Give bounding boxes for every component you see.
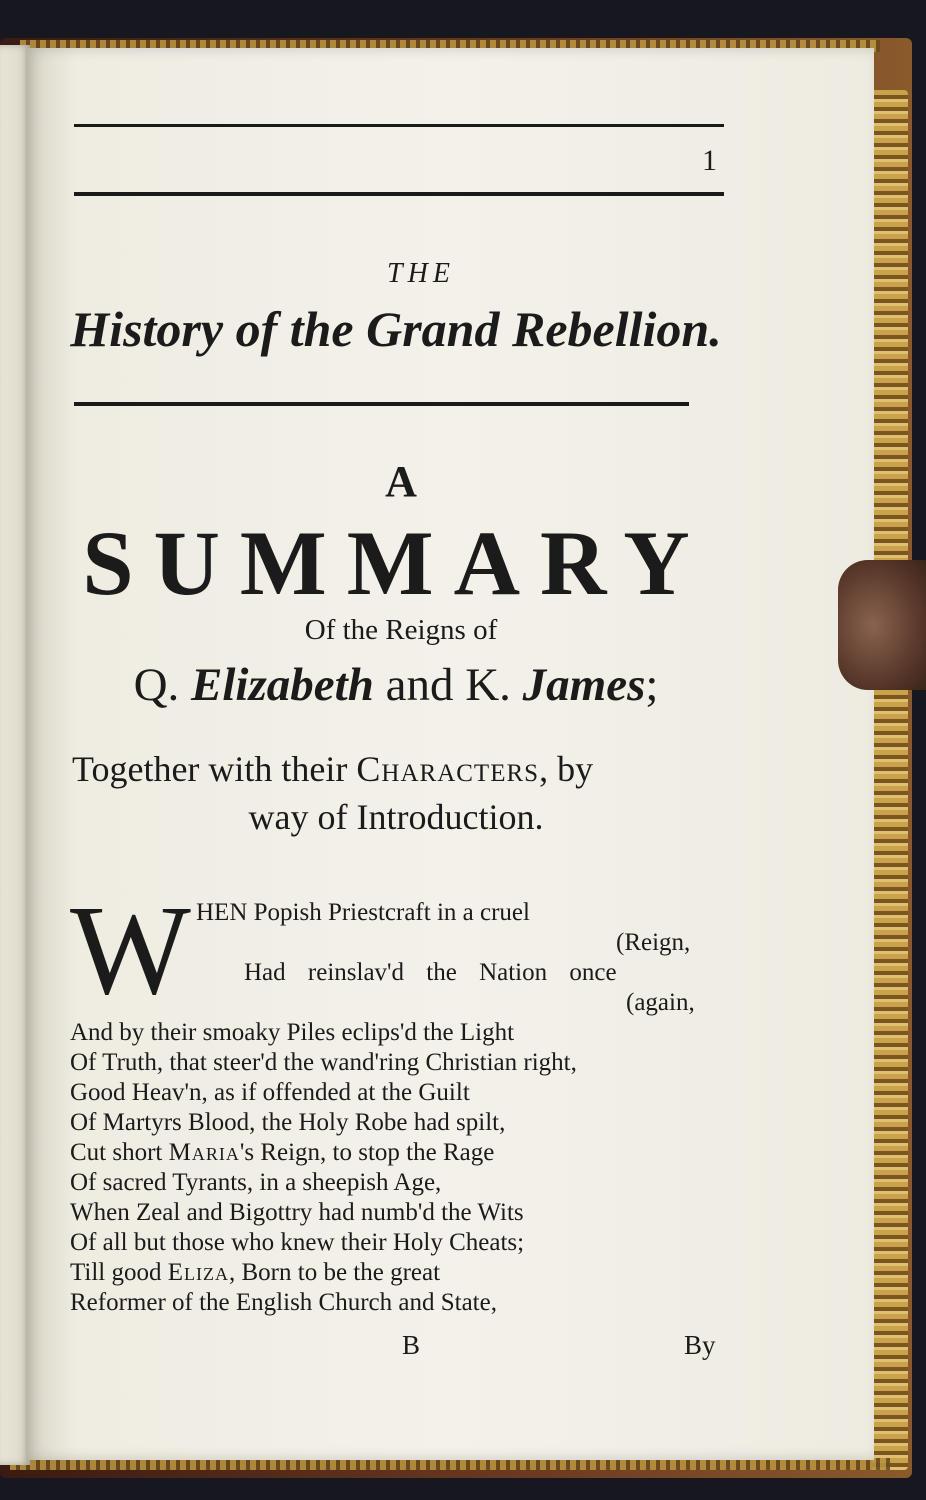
verse-line-6: Of Martyrs Blood, the Holy Robe had spilt, [70,1109,506,1136]
drop-cap: W [70,879,191,1021]
verse-line-8: Of sacred Tyrants, in a sheepish Age, [70,1169,442,1196]
together-line [72,748,593,790]
monarch-semicolon: ; [645,659,659,711]
together-pre: Together with their [72,749,357,789]
summary-subtitle: Of the Reigns of [304,614,498,646]
verse-line-11-post: , Born to be the great [229,1259,441,1286]
verse-line-11 [70,1258,440,1287]
introduction-line: way of Introduction. [248,797,544,837]
verse-line-7-name: Maria [168,1139,240,1166]
verse-line-7 [70,1138,494,1167]
signature-mark: B [402,1330,421,1360]
verse-line-2: Had reinslav'd the Nation once [244,959,617,986]
verse-line-7-post: 's Reign, to stop the Rage [239,1139,495,1166]
catchword: By [684,1330,716,1360]
monarch-james: James [522,659,646,711]
verse-line-1: HEN Popish Priestcraft in a cruel [196,899,530,926]
verse-line-12: Reformer of the English Church and State, [70,1289,497,1316]
verse-line-5: Good Heav'n, as if offended at the Guilt [70,1079,470,1106]
monarch-q: Q. [133,659,192,711]
summary-title: SUMMARY [82,512,710,614]
characters-word: Characters [356,749,540,789]
verse-line-10: Of all but those who knew their Holy Cheats; [70,1229,525,1256]
gilt-page-edge [872,90,908,1470]
book-clasp [838,560,926,690]
verse-line-7-pre: Cut short [70,1139,169,1166]
verse-line-1-turn: (Reign, [616,929,691,956]
verse-line-11-pre: Till good [70,1259,168,1286]
book-title: History of the Grand Rebellion. [70,301,722,357]
monarch-elizabeth: Elizabeth [191,659,374,711]
monarchs-line [36,658,756,712]
header-rule-top [74,124,724,127]
verse-line-9: When Zeal and Bigottry had numb'd the Wits [70,1199,524,1226]
verse-line-4: Of Truth, that steer'd the wand'ring Christian right, [70,1049,577,1076]
running-title: THE [387,258,455,289]
monarch-and: and K. [373,659,523,711]
title-rule [74,402,689,406]
summary-article: A [385,457,417,506]
book-page [26,48,874,1460]
page-number: 1 [702,144,717,177]
together-post: , by [539,749,594,789]
header-rule-bottom [74,192,724,196]
verse-line-11-name: Eliza [167,1259,229,1286]
verse-line-2-turn: (again, [626,989,695,1016]
verse-line-3: And by their smoaky Piles eclips'd the Light [70,1019,515,1046]
